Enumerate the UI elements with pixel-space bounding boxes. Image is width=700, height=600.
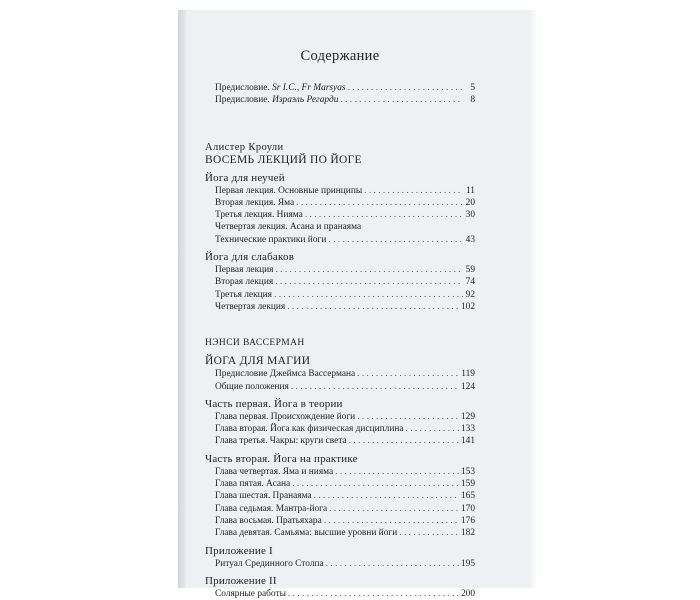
part1-book-title: ВОСЕМЬ ЛЕКЦИЙ ПО ЙОГЕ xyxy=(205,153,362,166)
leader-dots xyxy=(275,264,463,276)
part2-book-title: ЙОГА ДЛЯ МАГИИ xyxy=(205,355,311,368)
leader-dots xyxy=(305,209,463,221)
toc-entry-label: Вторая лекция xyxy=(215,277,274,288)
toc-entry-page: 165 xyxy=(460,491,475,502)
part1-section2-title: Йога для слабаков xyxy=(205,251,295,264)
toc-entry-label: Вторая лекция. Яма xyxy=(215,197,295,208)
toc-entry-page: 92 xyxy=(465,289,475,300)
leader-dots xyxy=(324,515,459,527)
table-of-contents xyxy=(205,48,475,600)
part2-section2-entries xyxy=(205,466,475,540)
toc-entry xyxy=(205,515,475,527)
toc-entry-page: 74 xyxy=(465,277,475,288)
leader-dots xyxy=(314,490,459,502)
toc-entry-label: Глава четвертая. Яма и нияма xyxy=(215,466,334,477)
toc-entry-preface-2 xyxy=(205,94,475,106)
toc-entry xyxy=(205,503,475,515)
leader-dots xyxy=(348,82,463,94)
toc-entry xyxy=(205,588,475,600)
leader-dots xyxy=(357,411,459,423)
toc-entry-page: 195 xyxy=(460,558,475,569)
toc-entry-preface-1 xyxy=(205,82,475,94)
toc-entry-page: 11 xyxy=(465,185,475,196)
part1-section1-title: Йога для неучей xyxy=(205,171,285,184)
toc-entry-label: Ритуал Срединного Столпа xyxy=(215,558,324,569)
appendix2-entries xyxy=(205,588,475,600)
toc-entry-label: Предисловие Джеймса Вассермана xyxy=(215,369,356,380)
appendix1-entries xyxy=(205,558,475,570)
part2-section1-title: Часть первая. Йога в теории xyxy=(205,397,343,410)
toc-entry xyxy=(205,558,475,570)
page-edge xyxy=(530,10,536,588)
toc-entry-page: 8 xyxy=(470,95,475,106)
part1-author: Алистер Кроули xyxy=(205,141,284,153)
toc-entry xyxy=(205,234,475,246)
leader-dots xyxy=(364,185,463,197)
toc-entry xyxy=(205,368,475,380)
toc-entry-page: 159 xyxy=(460,479,475,490)
toc-entry-page: 129 xyxy=(460,411,475,422)
toc-entry-label: Общие положения xyxy=(215,381,289,392)
toc-entry-page: 170 xyxy=(460,503,475,514)
toc-entry xyxy=(205,197,475,209)
toc-entry-label: Глава седьмая. Мантра-йога xyxy=(215,503,328,514)
toc-entry-label: Технические практики йоги xyxy=(215,234,327,245)
page-gutter-shadow xyxy=(178,10,186,588)
leader-dots xyxy=(326,558,459,570)
toc-entry-page: 43 xyxy=(465,234,475,245)
leader-dots xyxy=(292,478,459,490)
part2-section2-title: Часть вторая. Йога на практике xyxy=(205,452,358,465)
appendix2-title: Приложение II xyxy=(205,574,277,587)
toc-entry-page: 200 xyxy=(460,588,475,599)
toc-entry-label: Глава вторая. Йога как физическая дисциплина xyxy=(215,424,404,435)
toc-entry xyxy=(205,381,475,393)
toc-entry xyxy=(205,209,475,221)
leader-dots xyxy=(296,197,463,209)
toc-entry xyxy=(205,411,475,423)
toc-entry xyxy=(205,527,475,539)
leader-dots xyxy=(328,234,463,246)
toc-entry-page: 141 xyxy=(460,436,475,447)
toc-entry-label: Глава первая. Происхождение йоги xyxy=(215,411,356,422)
toc-entry-page: 59 xyxy=(465,265,475,276)
appendix1-title: Приложение I xyxy=(205,544,273,557)
leader-dots xyxy=(288,588,459,600)
toc-entry-page: 30 xyxy=(465,210,475,221)
part2-section1-entries xyxy=(205,411,475,448)
toc-entry-label: Глава пятая. Асана xyxy=(215,479,291,490)
toc-entry xyxy=(205,466,475,478)
toc-entry-label: Предисловие. xyxy=(215,83,273,93)
part2-intro-entries xyxy=(205,368,475,393)
toc-entry-page: 5 xyxy=(470,83,475,93)
toc-entry-label: Четвертая лекция. Асана и пранаяма xyxy=(215,222,362,233)
toc-entry xyxy=(205,301,475,313)
toc-entry-label: Предисловие. xyxy=(215,95,273,106)
part1-section2-entries xyxy=(205,264,475,313)
toc-entry xyxy=(205,423,475,435)
leader-dots xyxy=(399,527,459,539)
toc-entry-label: Третья лекция. Нияма xyxy=(215,210,303,221)
part1-section1-entries xyxy=(205,185,475,246)
toc-entry-page: 124 xyxy=(460,381,475,392)
leader-dots xyxy=(287,301,459,313)
leader-dots xyxy=(291,381,459,393)
leader-dots xyxy=(357,368,459,380)
toc-entry-page: 176 xyxy=(460,515,475,526)
toc-entry xyxy=(205,478,475,490)
toc-entry-label: Третья лекция xyxy=(215,289,272,300)
toc-entry-author: Sr I.C., Fr Marsyas xyxy=(272,83,346,93)
toc-entry xyxy=(205,276,475,288)
toc-entry-label: Глава шестая. Пранаяма xyxy=(215,491,312,502)
toc-entry-page: 133 xyxy=(460,424,475,435)
leader-dots xyxy=(335,466,459,478)
leader-dots xyxy=(406,423,459,435)
toc-entry xyxy=(205,289,475,301)
toc-entry-page: 20 xyxy=(465,197,475,208)
leader-dots xyxy=(329,503,459,515)
toc-entry-page: 182 xyxy=(460,528,475,539)
toc-entry-label: Глава восьмая. Пратьяхара xyxy=(215,515,322,526)
toc-entry-page: 153 xyxy=(460,466,475,477)
toc-entry-author: Израэль Регарди xyxy=(272,95,339,106)
toc-entry-label: Глава девятая. Самьяма: высшие уровни йоги xyxy=(215,528,398,539)
toc-entry-label: Первая лекция xyxy=(215,265,274,276)
toc-entry-label: Первая лекция. Основные принципы xyxy=(215,185,363,196)
leader-dots xyxy=(349,435,459,447)
leader-dots xyxy=(340,94,463,106)
toc-entry-label: Солярные работы xyxy=(215,588,286,599)
toc-entry xyxy=(205,490,475,502)
toc-entry xyxy=(205,264,475,276)
toc-entry-label: Глава третья. Чакры: круги света xyxy=(215,436,347,447)
toc-entry xyxy=(205,185,475,197)
toc-entry xyxy=(205,221,475,233)
leader-dots xyxy=(275,276,463,288)
toc-entry-page: 119 xyxy=(461,369,475,380)
toc-entry-label: Четвертая лекция xyxy=(215,301,286,312)
part2-author: НЭНСИ ВАССЕРМАН xyxy=(205,338,305,349)
toc-entry-page: 102 xyxy=(460,301,475,312)
toc-entry xyxy=(205,435,475,447)
page-title: Содержание xyxy=(300,48,380,64)
leader-dots xyxy=(274,289,463,301)
